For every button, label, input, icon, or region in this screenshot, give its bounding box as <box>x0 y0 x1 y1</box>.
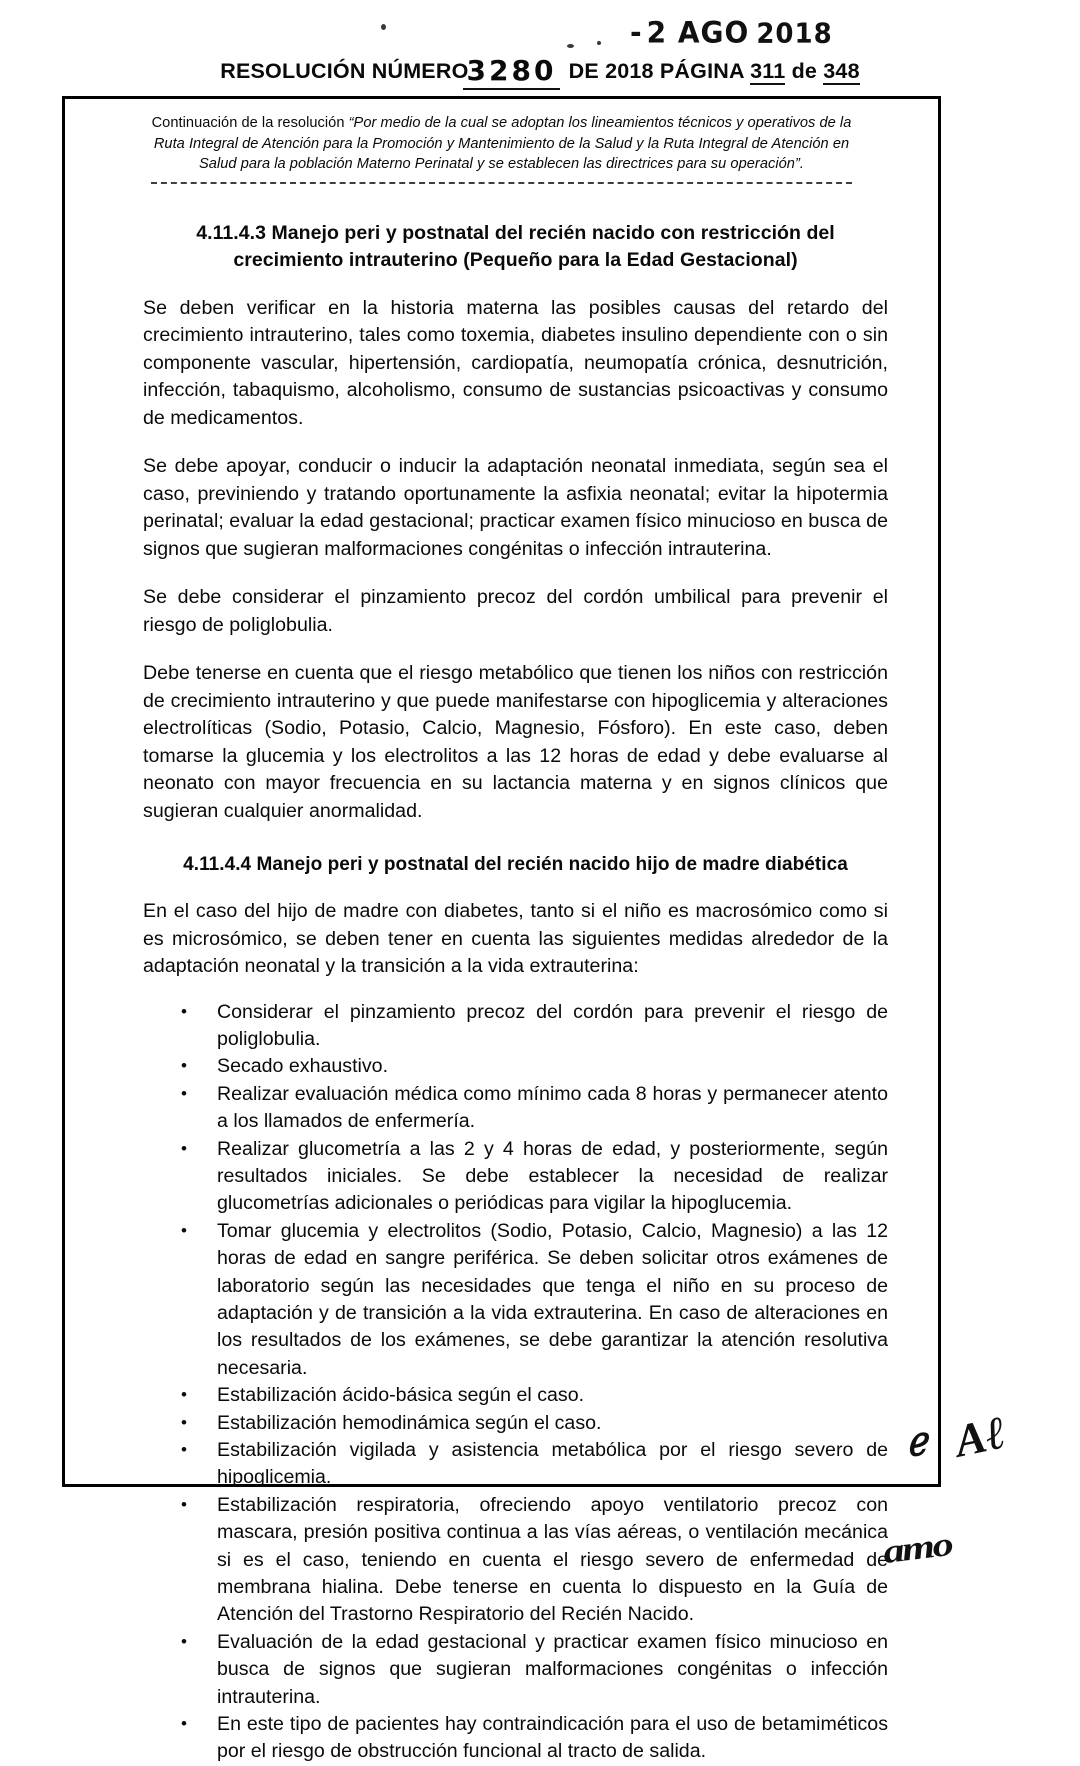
continuation-quote-line-3: Salud para la población Materno Perinatal y se establecen las directrices para su operación”. <box>199 156 804 172</box>
signature-mark-bottom: amo <box>881 1525 954 1572</box>
date-stamp-dash: - <box>630 15 643 50</box>
list-item: • Considerar el pinzamiento precoz del cordón para prevenir el riesgo de poliglobulia. <box>175 999 888 1054</box>
resolution-label: RESOLUCIÓN NÚMERO <box>220 59 469 83</box>
paragraph: Se debe apoyar, conducir o inducir la adaptación neonatal inmediata, según sea el caso, previniendo y tratando oportunamente la asfixia neonatal; evitar la hipotermia perinatal; evaluar la edad gestacional; practicar examen físico minucioso en busca de signos que sugieran malformaciones congénitas o infección intrauterina. <box>143 455 888 560</box>
continuation-header-box <box>69 103 934 190</box>
date-stamp-day: 2 <box>646 15 668 50</box>
list-item: • Evaluación de la edad gestacional y practicar examen físico minucioso en busca de signos que sugieran malformaciones congénitas o infección intrauterina. <box>175 1629 888 1711</box>
resolution-header-line <box>0 52 1080 85</box>
list-item: • En este tipo de pacientes hay contraindicación para el uso de betamiméticos por el riesgo de obstrucción funcional al tracto de salida. <box>175 1711 888 1766</box>
document-content <box>65 220 938 1766</box>
resolution-number: 3280 <box>463 54 561 90</box>
continuation-lead: Continuación de la resolución <box>151 115 349 131</box>
paragraph: En el caso del hijo de madre con diabetes, tanto si el niño es macrosómico como si es microsómico, se deben tener en cuenta las siguientes medidas alrededor de la adaptación neonatal y la transición a la vida extrauterina: <box>143 900 888 977</box>
section-heading-4-11-4-3 <box>181 220 850 274</box>
paragraph: Se deben verificar en la historia materna las posibles causas del retardo del crecimiento intrauterino, tales como toxemia, diabetes insulino dependiente con o sin componente vascular, hipertensión, cardiopatía, neumopatía crónica, desnutrición, infección, tabaquismo, alcoholismo, consumo de sustancias psicoactivas y consumo de medicamentos. <box>143 296 888 429</box>
list-item: • Tomar glucemia y electrolitos (Sodio, Potasio, Calcio, Magnesio) a las 12 horas de edad en sangre periférica. Se deben solicitar otros exámenes de laboratorio según las necesidades que tenga el niño en su proceso de adaptación y de transición a la vida extrauterina. En caso de alteraciones en los resultados de los exámenes, se debe garantizar la atención resolutiva necesaria. <box>175 1218 888 1382</box>
page-total: 348 <box>823 59 860 83</box>
list-item: • Realizar evaluación médica como mínimo cada 8 horas y permanecer atento a los llamados de enfermería. <box>175 1081 888 1136</box>
paragraph: Debe tenerse en cuenta que el riesgo metabólico que tienen los niños con restricción de crecimiento intrauterino y que puede manifestarse con hipoglicemia y alteraciones electrolíticas (Sodio, Potasio, Calcio, Magnesio, Fósforo). En este caso, deben tomarse la glucemia y los electrolitos a las 12 horas de edad y debe evaluarse al neonato con mayor frecuencia en su lactancia materna y en signos clínicos que sugieran cualquier anormalidad. <box>143 662 888 822</box>
resolution-year-label: DE 2018 PÁGINA <box>568 59 744 83</box>
signature-mark-right-margin: Αℓ <box>950 1406 1011 1467</box>
continuation-quote-line-2: Ruta Integral de Atención para la Promoción y Mantenimiento de la Salud y la Ruta Integral de Atención en <box>153 135 850 152</box>
date-stamp-year: 2018 <box>756 18 833 50</box>
date-stamp-month: AGO <box>677 15 750 50</box>
list-item: • Estabilización vigilada y asistencia metabólica por el riesgo severo de hipoglicemia. <box>175 1437 888 1492</box>
page-of-label: de <box>791 59 818 83</box>
list-item: • Estabilización respiratoria, ofreciendo apoyo ventilatorio precoz con mascara, presión positiva continua a las vías aéreas, o ventilación mecánica si es el caso, teniendo en cuenta el riesgo severo de enfermedad de membrana hialina. Debe tenerse en cuenta lo dispuesto en la Guía de Atención del Trastorno Respiratorio del Recién Nacido. <box>175 1492 888 1629</box>
measures-bullet-list <box>143 999 888 1766</box>
list-item: • Realizar glucometría a las 2 y 4 horas de edad, y posteriormente, según resultados iniciales. Se debe establecer la necesidad de realizar glucometrías adicionales o periódicas para vigilar la hipoglucemia. <box>175 1136 888 1218</box>
list-item: • Estabilización ácido-básica según el caso. <box>175 1382 888 1409</box>
scan-speck <box>381 24 386 30</box>
scan-speck <box>567 44 574 48</box>
scan-speck <box>597 41 601 45</box>
page-current: 311 <box>750 59 786 83</box>
continuation-line-1 <box>105 113 898 134</box>
list-item: • Estabilización hemodinámica según el caso. <box>175 1410 888 1437</box>
signature-mark-inside-frame: ℯ <box>904 1418 930 1465</box>
date-stamp <box>630 15 833 50</box>
header-divider <box>151 182 852 184</box>
continuation-quote-line-1: “Por medio de la cual se adoptan los lineamientos técnicos y operativos de la <box>348 115 852 131</box>
section-heading-line-2: crecimiento intrauterino (Pequeño para la Edad Gestacional) <box>233 248 798 271</box>
section-heading-line-1: 4.11.4.3 Manejo peri y postnatal del recién nacido con restricción del <box>196 221 835 244</box>
section-heading-4-11-4-4: 4.11.4.4 Manejo peri y postnatal del recién nacido hijo de madre diabética <box>183 854 848 875</box>
list-item: • Secado exhaustivo. <box>175 1053 888 1080</box>
page-top-header <box>0 0 1080 92</box>
paragraph: Se debe considerar el pinzamiento precoz del cordón umbilical para prevenir el riesgo de poliglobulia. <box>143 586 888 636</box>
